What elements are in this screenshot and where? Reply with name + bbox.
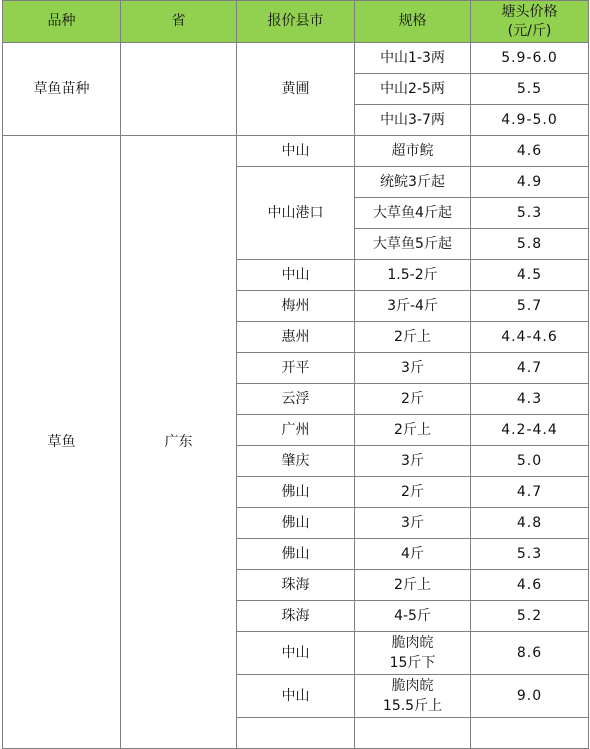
city-cell: 佛山 — [237, 477, 355, 508]
table-row — [3, 136, 589, 167]
price-cell: 4.7 — [471, 353, 589, 384]
spec-cell — [355, 675, 471, 718]
city-cell: 中山 — [237, 136, 355, 167]
price-cell: 4.5 — [471, 260, 589, 291]
header-price-line2: (元/斤) — [507, 22, 552, 39]
province-cell: 广东 — [121, 136, 237, 749]
empty-cell — [471, 718, 589, 749]
price-cell: 8.6 — [471, 632, 589, 675]
empty-cell — [237, 718, 355, 749]
spec-line2: 15.5斤上 — [382, 698, 443, 714]
price-cell: 4.2-4.4 — [471, 415, 589, 446]
city-cell: 黄圃 — [237, 43, 355, 136]
spec-cell: 统鲩3斤起 — [355, 167, 471, 198]
price-cell: 5.3 — [471, 198, 589, 229]
spec-line1: 脆肉皖 — [391, 678, 434, 694]
price-cell: 5.0 — [471, 446, 589, 477]
table-row — [3, 43, 589, 74]
variety-cell: 草鱼 — [3, 136, 121, 749]
price-cell: 4.8 — [471, 508, 589, 539]
spec-cell: 4-5斤 — [355, 601, 471, 632]
price-cell: 4.4-4.6 — [471, 322, 589, 353]
price-cell: 4.7 — [471, 477, 589, 508]
city-cell: 广州 — [237, 415, 355, 446]
city-cell: 中山 — [237, 632, 355, 675]
spec-cell: 大草鱼5斤起 — [355, 229, 471, 260]
spec-cell: 3斤 — [355, 508, 471, 539]
header-variety: 品种 — [3, 1, 121, 43]
spec-cell: 2斤上 — [355, 570, 471, 601]
spec-cell: 大草鱼4斤起 — [355, 198, 471, 229]
spec-cell: 2斤 — [355, 384, 471, 415]
city-cell: 肇庆 — [237, 446, 355, 477]
empty-cell — [355, 718, 471, 749]
city-cell: 佛山 — [237, 539, 355, 570]
spec-cell: 3斤-4斤 — [355, 291, 471, 322]
header-spec: 规格 — [355, 1, 471, 43]
province-cell-empty — [121, 43, 237, 136]
city-cell: 佛山 — [237, 508, 355, 539]
price-cell: 5.7 — [471, 291, 589, 322]
city-cell: 开平 — [237, 353, 355, 384]
city-cell: 中山 — [237, 675, 355, 718]
spec-cell — [355, 632, 471, 675]
spec-cell: 2斤上 — [355, 322, 471, 353]
spec-cell: 中山1-3两 — [355, 43, 471, 74]
header-price-line1: 塘头价格 — [501, 3, 558, 20]
price-cell: 5.2 — [471, 601, 589, 632]
price-cell: 9.0 — [471, 675, 589, 718]
price-cell: 5.3 — [471, 539, 589, 570]
header-price — [471, 1, 589, 43]
city-cell: 中山港口 — [237, 167, 355, 260]
spec-line1: 脆肉皖 — [391, 635, 434, 651]
spec-cell: 中山2-5两 — [355, 74, 471, 105]
city-cell: 云浮 — [237, 384, 355, 415]
city-cell: 梅州 — [237, 291, 355, 322]
price-cell: 4.9-5.0 — [471, 105, 589, 136]
price-cell: 5.5 — [471, 74, 589, 105]
spec-cell: 2斤 — [355, 477, 471, 508]
price-table — [2, 0, 589, 749]
spec-line2: 15斤下 — [389, 655, 436, 671]
price-cell: 4.9 — [471, 167, 589, 198]
price-cell: 5.8 — [471, 229, 589, 260]
spec-cell: 中山3-7两 — [355, 105, 471, 136]
price-cell: 4.6 — [471, 136, 589, 167]
spec-cell: 4斤 — [355, 539, 471, 570]
header-city: 报价县市 — [237, 1, 355, 43]
city-cell: 中山 — [237, 260, 355, 291]
spec-cell: 1.5-2斤 — [355, 260, 471, 291]
city-cell: 珠海 — [237, 570, 355, 601]
price-cell: 4.6 — [471, 570, 589, 601]
city-cell: 惠州 — [237, 322, 355, 353]
price-cell: 5.9-6.0 — [471, 43, 589, 74]
header-province: 省 — [121, 1, 237, 43]
spec-cell: 3斤 — [355, 446, 471, 477]
city-cell: 珠海 — [237, 601, 355, 632]
spec-cell: 3斤 — [355, 353, 471, 384]
spec-cell: 2斤上 — [355, 415, 471, 446]
spec-cell: 超市鲩 — [355, 136, 471, 167]
header-row — [3, 1, 589, 43]
variety-cell: 草鱼苗种 — [3, 43, 121, 136]
price-cell: 4.3 — [471, 384, 589, 415]
